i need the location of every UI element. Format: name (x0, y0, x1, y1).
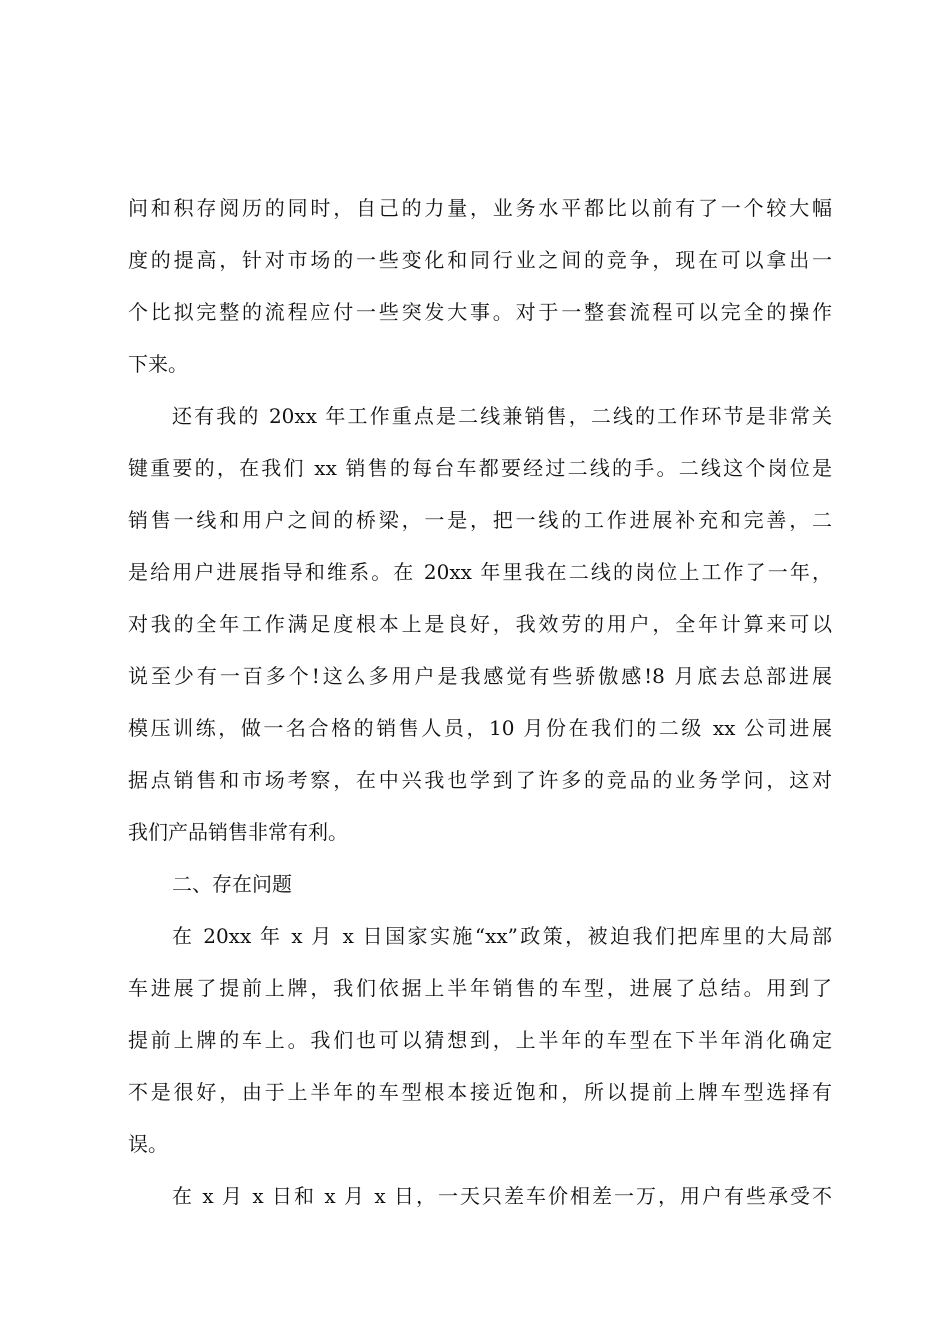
text-line: 提前上牌的车上。我们也可以猜想到，上半年的车型在下半年消化确定 (128, 1028, 832, 1052)
paragraph (128, 188, 832, 396)
text-line: 在 x 月 x 日和 x 月 x 日，一天只差车价相差一万，用户有些承受不 (172, 1184, 832, 1208)
text-line: 模压训练，做一名合格的销售人员，10 月份在我们的二级 xx 公司进展 (128, 716, 832, 740)
text-line: 还有我的 20xx 年工作重点是二线兼销售，二线的工作环节是非常关 (172, 404, 832, 428)
text-line: 下来。 (128, 352, 188, 376)
text-line: 键重要的，在我们 xx 销售的每台车都要经过二线的手。二线这个岗位是 (128, 456, 832, 480)
document-body (128, 188, 832, 1228)
section-heading: 二、存在问题 (172, 872, 292, 896)
text-line: 个比拟完整的流程应付一些突发大事。对于一整套流程可以完全的操作 (128, 300, 832, 324)
text-line: 不是很好，由于上半年的车型根本接近饱和，所以提前上牌车型选择有 (128, 1080, 832, 1104)
text-line: 是给用户进展指导和维系。在 20xx 年里我在二线的岗位上工作了一年， (128, 560, 832, 584)
text-line: 据点销售和市场考察，在中兴我也学到了许多的竞品的业务学问，这对 (128, 768, 832, 792)
text-line: 在 20xx 年 x 月 x 日国家实施“xx”政策，被迫我们把库里的大局部 (172, 924, 832, 948)
text-line: 误。 (128, 1132, 168, 1156)
text-line: 对我的全年工作满足度根本上是良好，我效劳的用户，全年计算来可以 (128, 612, 832, 636)
paragraph (128, 916, 832, 1176)
text-line: 车进展了提前上牌，我们依据上半年销售的车型，进展了总结。用到了 (128, 976, 832, 1000)
text-line: 说至少有一百多个!这么多用户是我感觉有些骄傲感!8 月底去总部进展 (128, 664, 832, 688)
text-line: 我们产品销售非常有利。 (128, 820, 348, 844)
text-line: 销售一线和用户之间的桥梁，一是，把一线的工作进展补充和完善，二 (128, 508, 832, 532)
paragraph (128, 1176, 832, 1228)
text-line: 度的提高，针对市场的一些变化和同行业之间的竞争，现在可以拿出一 (128, 248, 832, 272)
text-line: 问和积存阅历的同时，自己的力量，业务水平都比以前有了一个较大幅 (128, 196, 832, 220)
paragraph (128, 396, 832, 864)
